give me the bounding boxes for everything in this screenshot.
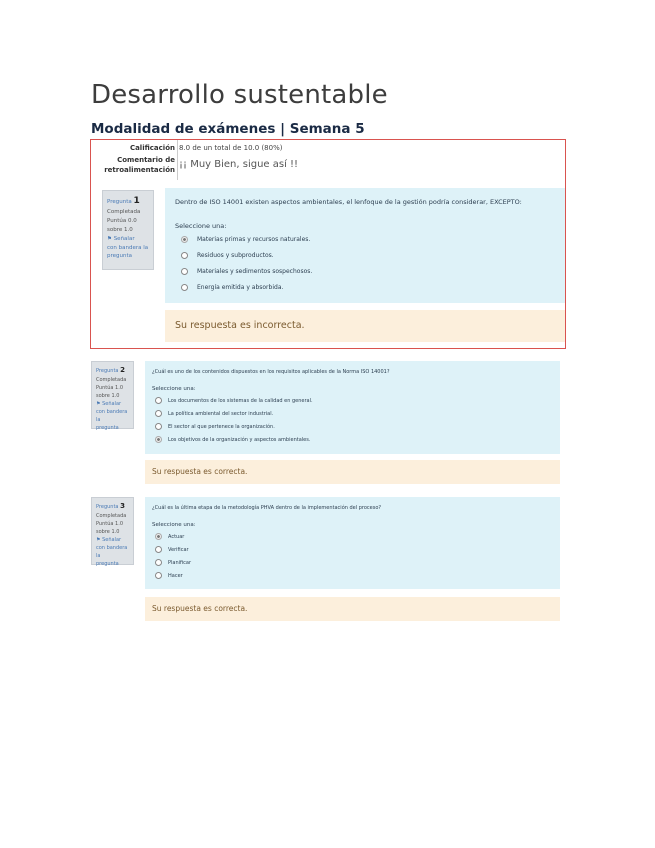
answer-prompt: Seleccione una: — [152, 386, 196, 392]
radio-icon[interactable] — [155, 559, 162, 566]
radio-icon[interactable] — [181, 236, 188, 243]
question-number: Pregunta 2 — [96, 366, 125, 374]
answer-option[interactable]: Verificar — [155, 546, 189, 553]
question-state: Completada — [96, 377, 127, 384]
flag-question-button[interactable]: ⚑ Señalar con bandera la pregunta — [96, 401, 128, 432]
question-content-1 — [165, 188, 565, 303]
flag-question-button[interactable]: ⚑ Señalar con bandera la pregunta — [107, 235, 149, 260]
answer-option[interactable]: Residuos y subproductos. — [181, 252, 274, 259]
radio-icon[interactable] — [181, 284, 188, 291]
radio-icon[interactable] — [181, 268, 188, 275]
question-info-2 — [91, 361, 134, 432]
answer-option[interactable]: Materiales y sedimentos sospechosos. — [181, 268, 312, 275]
question-state: Completada — [96, 513, 127, 520]
grade-value: 8.0 de un total de 10.0 (80%) — [179, 144, 283, 152]
document-subtitle: Modalidad de exámenes | Semana 5 — [91, 121, 365, 137]
radio-icon[interactable] — [155, 423, 162, 430]
question-info-1 — [102, 190, 154, 270]
answer-feedback: Su respuesta es incorrecta. — [165, 310, 565, 342]
answer-option[interactable]: Los documentos de los sistemas de la calidad en general. — [155, 397, 313, 404]
answer-prompt: Seleccione una: — [175, 222, 227, 230]
question-score: Puntúa 1.0 sobre 1.0 — [96, 385, 123, 400]
flag-icon: ⚑ — [107, 235, 112, 242]
grade-label: Calificación — [129, 144, 175, 152]
question-info-3 — [91, 497, 134, 568]
question-content-3 — [145, 497, 560, 589]
radio-icon[interactable] — [181, 252, 188, 259]
flag-question-button[interactable]: ⚑ Señalar con bandera la pregunta — [96, 537, 128, 568]
answer-option[interactable]: Materias primas y recursos naturales. — [181, 236, 310, 243]
document-title: Desarrollo sustentable — [91, 80, 388, 110]
answer-feedback: Su respuesta es correcta. — [145, 597, 560, 621]
radio-icon[interactable] — [155, 436, 162, 443]
answer-feedback: Su respuesta es correcta. — [145, 460, 560, 484]
summary-divider — [177, 140, 178, 180]
answer-prompt: Seleccione una: — [152, 522, 196, 528]
radio-icon[interactable] — [155, 410, 162, 417]
question-number: Pregunta 1 — [107, 196, 140, 206]
question-text: ¿Cuál es la última etapa de la metodología PHVA dentro de la implementación del proceso? — [152, 505, 382, 511]
radio-icon[interactable] — [155, 546, 162, 553]
question-content-2 — [145, 361, 560, 454]
answer-option[interactable]: Actuar — [155, 533, 184, 540]
radio-icon[interactable] — [155, 533, 162, 540]
feedback-label: Comentario de retroalimentación — [104, 156, 175, 174]
answer-option[interactable]: El sector al que pertenece la organización. — [155, 423, 275, 430]
answer-option[interactable]: Hacer — [155, 572, 183, 579]
radio-icon[interactable] — [155, 397, 162, 404]
radio-icon[interactable] — [155, 572, 162, 579]
flag-icon: ⚑ — [96, 537, 101, 544]
question-text: ¿Cuál es uno de los contenidos dispuestos en los requisitos aplicables de la Norma ISO 14001? — [152, 369, 390, 375]
question-text: Dentro de ISO 14001 existen aspectos ambientales, el lenfoque de la gestión podría considerar, EXCEPTO: — [175, 198, 522, 206]
question-number: Pregunta 3 — [96, 502, 125, 510]
answer-option[interactable]: Planificar — [155, 559, 191, 566]
question-score: Puntúa 1.0 sobre 1.0 — [96, 521, 123, 536]
feedback-value: ¡¡ Muy Bien, sigue así !! — [179, 159, 299, 170]
question-state: Completada — [107, 209, 141, 216]
flag-icon: ⚑ — [96, 401, 101, 408]
question-score: Puntúa 0.0 sobre 1.0 — [107, 218, 137, 233]
answer-option[interactable]: La política ambiental del sector industrial. — [155, 410, 273, 417]
summary-question1-frame — [90, 139, 566, 349]
answer-option[interactable]: Los objetivos de la organización y aspectos ambientales. — [155, 436, 310, 443]
answer-option[interactable]: Energía emitida y absorbida. — [181, 284, 283, 291]
